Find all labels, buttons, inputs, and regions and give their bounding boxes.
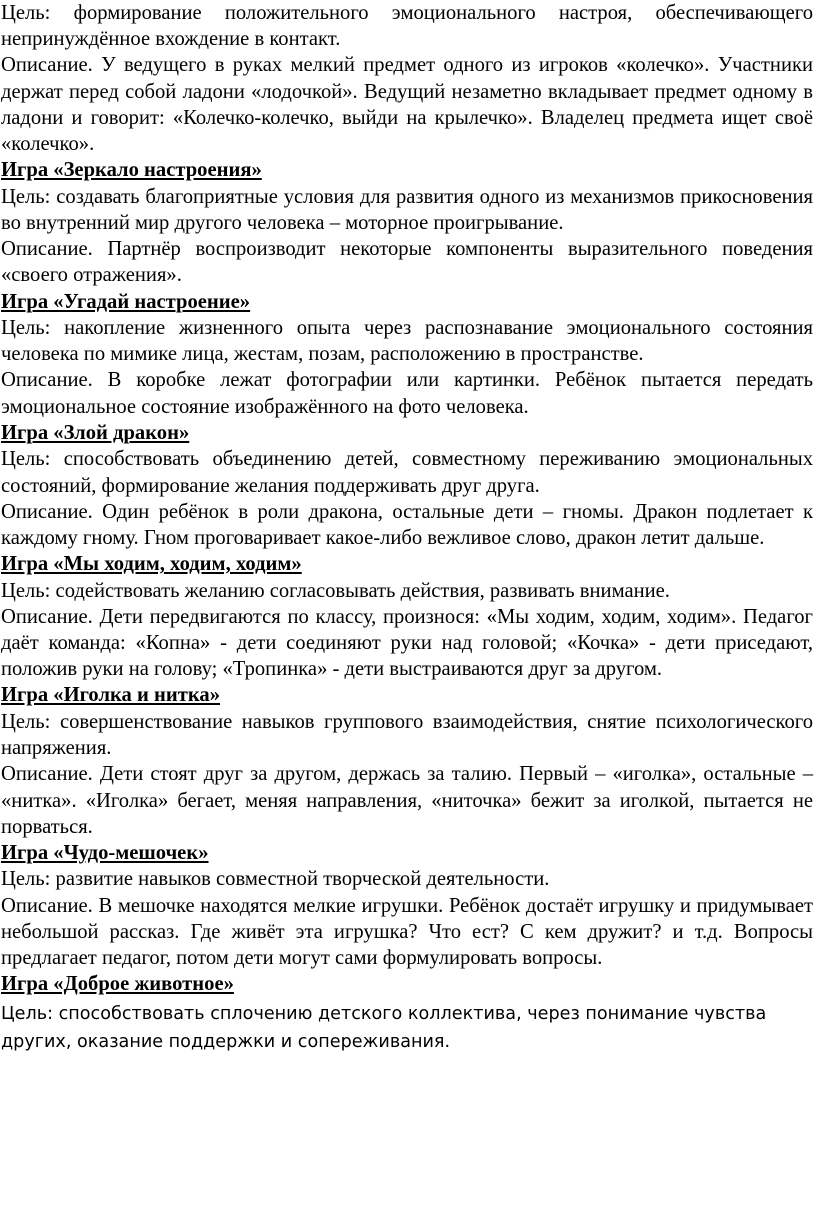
- game-description: Описание. Один ребёнок в роли дракона, остальные дети – гномы. Дракон подлетает к каждому гному. Гном проговаривает какое-либо вежливое слово, дракон летит дальше.: [1, 500, 813, 549]
- intro-description: Описание. У ведущего в руках мелкий предмет одного из игроков «колечко». Участники держат перед собой ладони «лодочкой». Ведущий незаметно вкладывает предмет одному в ладони и говорит: «Колечко-колечко, выйди на крылечко». Владелец предмета ищет своё «колечко».: [1, 54, 813, 156]
- game-description: Описание. В коробке лежат фотографии или картинки. Ребёнок пытается передать эмоциональное состояние изображённого на фото человека.: [1, 369, 813, 418]
- game-section-magic-bag: [1, 840, 813, 971]
- game-goal: Цель: содействовать желанию согласовывать действия, развивать внимание.: [1, 579, 670, 602]
- game-description: Описание. В мешочке находятся мелкие игрушки. Ребёнок достаёт игрушку и придумывает небольшой рассказ. Где живёт эта игрушка? Что ест? С кем дружит? и т.д. Вопросы предлагает педагог, потом дети могут сами формулировать вопросы.: [1, 894, 813, 970]
- game-section-mirror-mood: [1, 157, 813, 288]
- game-goal: Цель: способствовать сплочению детского коллектива, через понимание чувства других, оказание поддержки и сопереживания.: [1, 1003, 767, 1052]
- game-heading: Игра «Доброе животное»: [1, 973, 234, 996]
- game-heading: Игра «Зеркало настроения»: [1, 159, 262, 182]
- game-section-evil-dragon: [1, 420, 813, 551]
- game-section-needle-thread: [1, 682, 813, 840]
- game-description: Описание. Дети стоят друг за другом, держась за талию. Первый – «иголка», остальные – «нитка». «Иголка» бегает, меняя направления, «ниточка» бежит за иголкой, пытается не порваться.: [1, 763, 813, 838]
- intro-goal: Цель: формирование положительного эмоционального настроя, обеспечивающего непринуждённое вхождение в контакт.: [1, 2, 813, 51]
- game-heading: Игра «Иголка и нитка»: [1, 684, 221, 707]
- game-description: Описание. Дети передвигаются по классу, произнося: «Мы ходим, ходим, ходим». Педагог даёт команда: «Копна» - дети соединяют руки над головой; «Кочка» - дети приседают, положив руки на голову; «Тропинка» - дети выстраиваются друг за другом.: [1, 605, 813, 681]
- game-section-kind-animal: [1, 971, 813, 1056]
- game-heading: Игра «Чудо-мешочек»: [1, 841, 209, 864]
- game-goal: Цель: способствовать объединению детей, совместному переживанию эмоциональных состояний, формирование желания поддерживать друг друга.: [1, 448, 813, 497]
- game-goal: Цель: совершенствование навыков группового взаимодействия, снятие психологического напряжения.: [1, 710, 813, 760]
- game-section-we-walk: [1, 551, 813, 682]
- game-section-guess-mood: [1, 289, 813, 420]
- game-goal: Цель: создавать благоприятные условия для развития одного из механизмов прикосновения во внутренний мир другого человека – моторное проигрывание.: [1, 185, 813, 234]
- game-goal: Цель: развитие навыков совместной творческой деятельности.: [1, 868, 550, 891]
- game-description: Описание. Партнёр воспроизводит некоторые компоненты выразительного поведения «своего отражения».: [1, 238, 813, 287]
- game-heading: Игра «Мы ходим, ходим, ходим»: [1, 553, 302, 576]
- game-heading: Игра «Злой дракон»: [1, 421, 190, 444]
- game-goal: Цель: накопление жизненного опыта через распознавание эмоционального состояния человека по мимике лица, жестам, позам, расположению в пространстве.: [1, 317, 813, 366]
- game-heading: Игра «Угадай настроение»: [1, 290, 251, 313]
